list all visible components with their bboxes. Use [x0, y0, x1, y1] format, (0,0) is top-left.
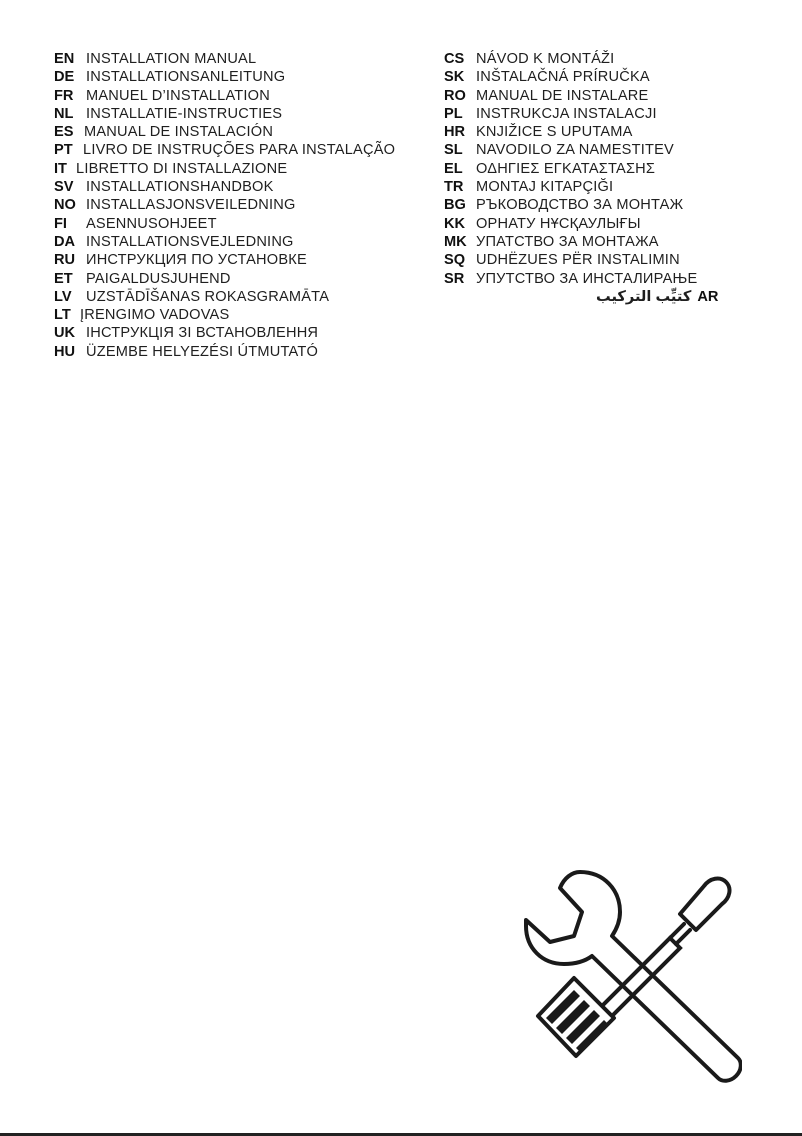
language-row-fi [54, 215, 434, 233]
manual-title: INSTALLATIONSANLEITUNG [86, 69, 286, 86]
language-code: MK [444, 233, 467, 250]
language-code: LV [54, 288, 72, 305]
manual-title: INSTALLATION MANUAL [86, 51, 257, 67]
language-code: FI [54, 215, 67, 232]
language-code: EL [444, 160, 463, 177]
manual-title: ÜZEMBE HELYEZÉSI ÚTMUTATÓ [86, 343, 319, 360]
manual-title: LIBRETTO DI INSTALLAZIONE [76, 160, 288, 177]
manual-title: УПУТСТВО ЗА ИНСТАЛИРАЊЕ [476, 270, 698, 287]
language-code: FR [54, 87, 74, 104]
manual-title: MANUAL DE INSTALACIÓN [84, 124, 274, 141]
language-code: EN [54, 51, 75, 67]
language-row-ro [444, 87, 774, 105]
manual-title: ІНСТРУКЦІЯ ЗІ ВСТАНОВЛЕННЯ [86, 325, 319, 342]
manual-title: NAVODILO ZA NAMESTITEV [476, 142, 674, 159]
language-code: DE [54, 69, 75, 86]
language-code: UK [54, 325, 76, 342]
language-row-ar [444, 288, 774, 306]
manual-title: ОРНАТУ НҰСҚАУЛЫҒЫ [476, 215, 641, 232]
manual-title: MANUEL D’INSTALLATION [86, 87, 270, 104]
language-row-sk [444, 68, 774, 86]
manual-title: INSTALLATIE-INSTRUCTIES [86, 105, 283, 122]
language-row-kk [444, 215, 774, 233]
language-row-lt [54, 306, 434, 324]
manual-title: INSTALLATIONSHANDBOK [86, 179, 274, 196]
manual-title: ASENNUSOHJEET [86, 215, 217, 232]
language-code: LT [54, 307, 71, 324]
language-code: ET [54, 270, 73, 287]
language-code: SL [444, 142, 463, 159]
language-code: HR [444, 124, 466, 141]
language-row-sr [444, 270, 774, 288]
language-row-fr [54, 87, 434, 105]
language-code: IT [54, 160, 67, 177]
language-code: PL [444, 105, 463, 122]
manual-title: ΟΔΗΓΙΕΣ ΕΓΚΑΤΑΣΤΑΣΗΣ [476, 160, 656, 177]
language-row-bg [444, 196, 774, 214]
language-row-uk [54, 324, 434, 342]
language-code: BG [444, 197, 466, 214]
language-row-da [54, 233, 434, 251]
language-row-pl [444, 105, 774, 123]
wrench-and-screwdriver-icon [520, 868, 742, 1088]
manual-title: LIVRO DE INSTRUÇÕES PARA INSTALAÇÃO [83, 142, 396, 159]
language-code: SQ [444, 252, 466, 269]
manual-title: UDHËZUES PËR INSTALIMIN [476, 252, 680, 269]
manual-title: ИНСТРУКЦИЯ ПО УСТАНОВКЕ [86, 252, 307, 269]
language-code: RO [444, 87, 466, 104]
manual-title: KNJIŽICE S UPUTAMA [476, 124, 633, 141]
language-code: HU [54, 343, 76, 360]
language-code: AR [697, 288, 719, 305]
manual-title: INSTRUKCJA INSTALACJI [476, 105, 657, 122]
language-row-es [54, 123, 434, 141]
language-row-mk [444, 233, 774, 251]
language-row-pt [54, 141, 434, 159]
manual-title: MONTAJ KITAPÇIĞI [476, 179, 614, 196]
manual-title: كتيِّب التركيب [596, 288, 692, 305]
language-code: SV [54, 179, 74, 196]
language-code: SR [444, 270, 465, 287]
language-row-no [54, 196, 434, 214]
language-row-cs [444, 50, 774, 68]
language-row-ru [54, 251, 434, 269]
language-code: NO [54, 197, 76, 214]
language-row-it [54, 160, 434, 178]
language-row-et [54, 270, 434, 288]
manual-title: ĮRENGIMO VADOVAS [80, 307, 230, 324]
language-code: ES [54, 124, 74, 141]
language-row-hr [444, 123, 774, 141]
manual-title: MANUAL DE INSTALARE [476, 87, 649, 104]
language-row-sl [444, 141, 774, 159]
language-row-hu [54, 343, 434, 361]
language-row-el [444, 160, 774, 178]
language-code: PT [54, 142, 73, 159]
language-code: CS [444, 51, 465, 67]
language-code: TR [444, 179, 464, 196]
language-list-right [444, 50, 774, 306]
manual-title: INSTALLASJONSVEILEDNING [86, 197, 296, 214]
language-row-tr [444, 178, 774, 196]
language-code: DA [54, 233, 76, 250]
language-list-left [54, 50, 434, 361]
language-row-nl [54, 105, 434, 123]
manual-title: INŠTALAČNÁ PRÍRUČKA [476, 69, 650, 86]
manual-title: INSTALLATIONSVEJLEDNING [86, 233, 294, 250]
language-row-lv [54, 288, 434, 306]
language-code: RU [54, 252, 76, 269]
language-row-de [54, 68, 434, 86]
manual-title: NÁVOD K MONTÁŽI [476, 51, 615, 67]
manual-title: UZSTĀDĪŠANAS ROKASGRAMĀTA [86, 288, 330, 305]
language-row-sq [444, 251, 774, 269]
manual-title: РЪКОВОДСТВО ЗА МОНТАЖ [476, 197, 684, 214]
manual-title: PAIGALDUSJUHEND [86, 270, 231, 287]
language-row-sv [54, 178, 434, 196]
language-code: NL [54, 105, 74, 122]
screwdriver-handle [680, 879, 729, 930]
language-row-en [54, 50, 434, 68]
screwdriver-grip [538, 938, 680, 1056]
manual-title: УПАТСТВО ЗА МОНТАЖА [476, 233, 659, 250]
language-code: SK [444, 69, 465, 86]
language-code: KK [444, 215, 466, 232]
